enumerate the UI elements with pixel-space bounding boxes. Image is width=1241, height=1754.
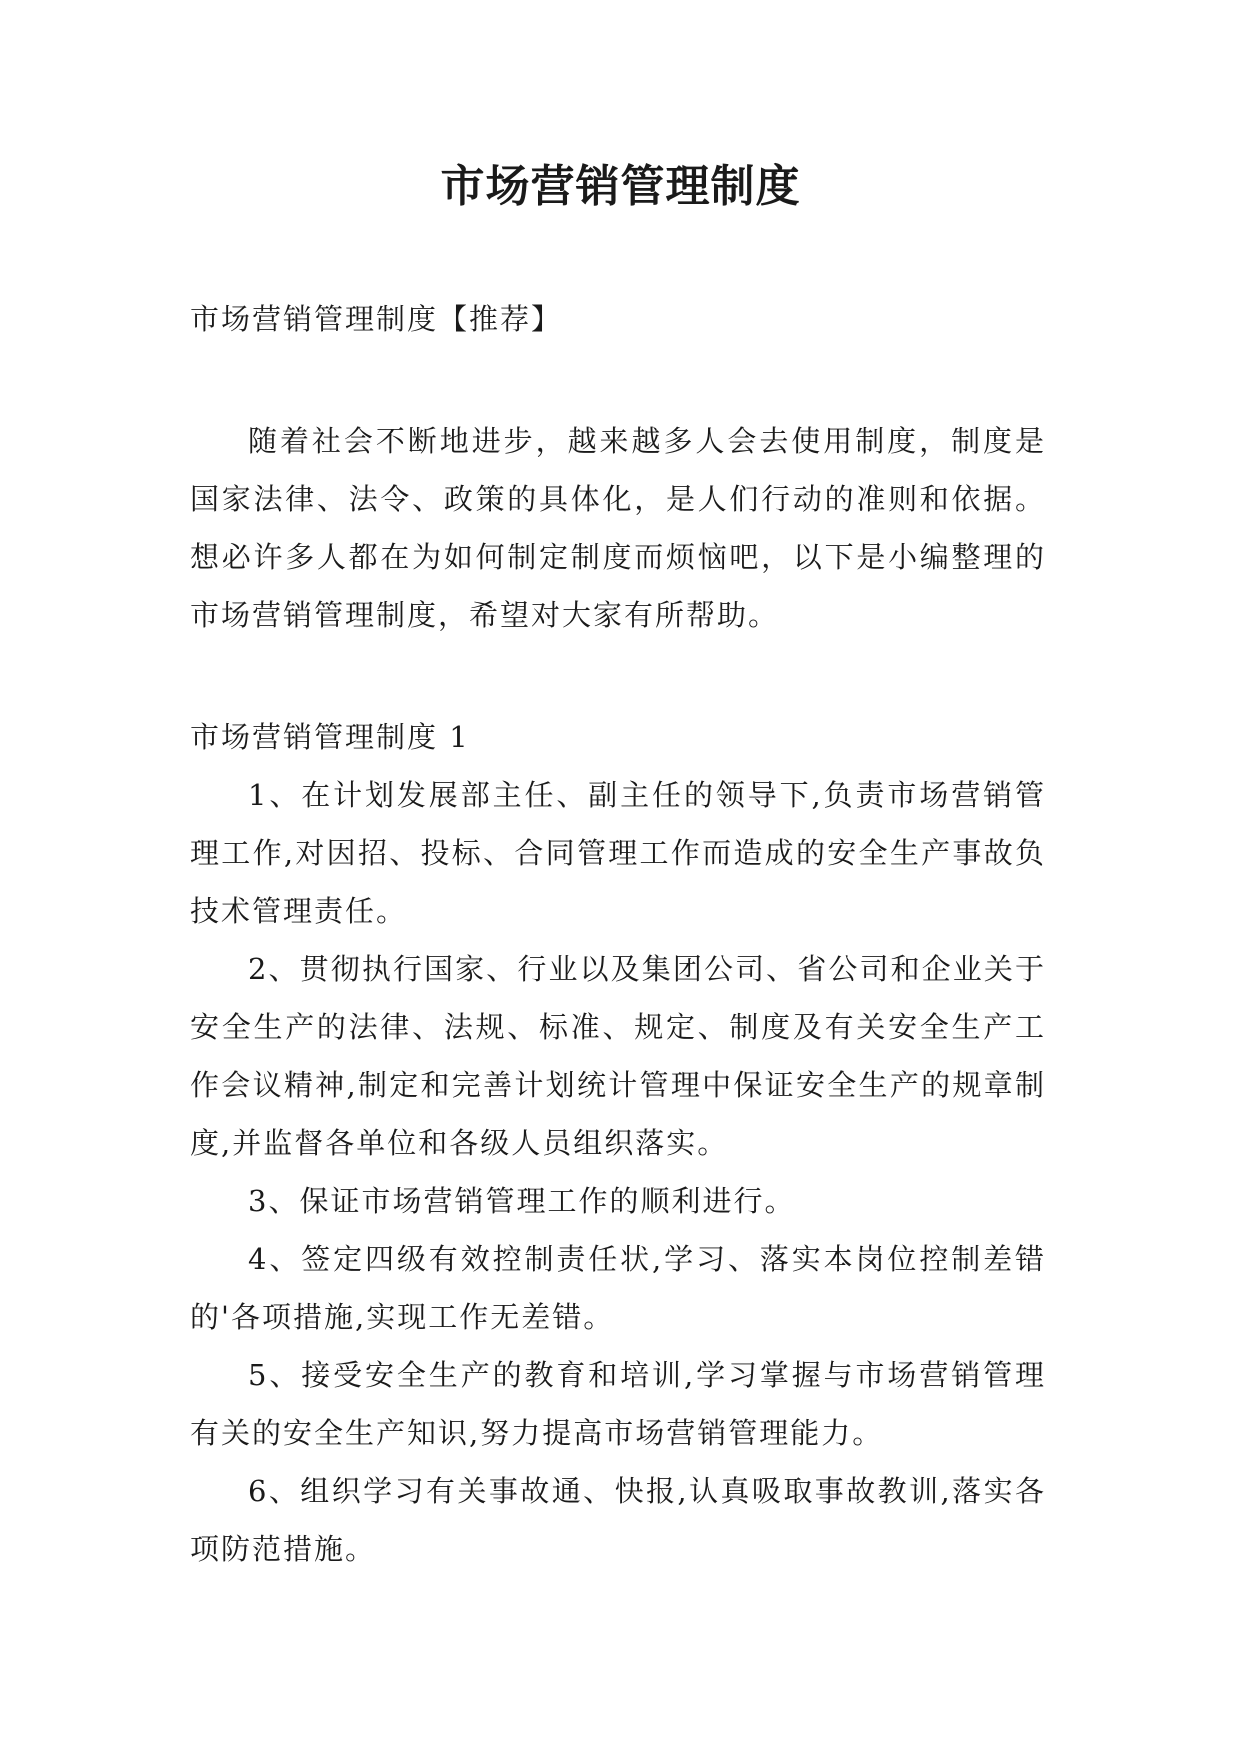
list-item: 4、签定四级有效控制责任状,学习、落实本岗位控制差错的'各项措施,实现工作无差错。 xyxy=(190,1242,1046,1334)
document-title: 市场营销管理制度 xyxy=(440,161,801,212)
list-item: 1、在计划发展部主任、副主任的领导下,负责市场营销管理工作,对因招、投标、合同管理工作而造成的安全生产事故负技术管理责任。 xyxy=(190,778,1046,928)
document-subtitle: 市场营销管理制度【推荐】 xyxy=(190,302,563,336)
document-body xyxy=(190,290,1046,1578)
list-item: 5、接受安全生产的教育和培训,学习掌握与市场营销管理有关的安全生产知识,努力提高市场营销管理能力。 xyxy=(190,1358,1046,1450)
list-item: 2、贯彻执行国家、行业以及集团公司、省公司和企业关于安全生产的法律、法规、标准、规定、制度及有关安全生产工作会议精神,制定和完善计划统计管理中保证安全生产的规章制度,并监督各单位和各级人员组织落实。 xyxy=(190,952,1046,1160)
list-item: 6、组织学习有关事故通、快报,认真吸取事故教训,落实各项防范措施。 xyxy=(190,1474,1046,1566)
section-heading: 市场营销管理制度 1 xyxy=(190,720,470,754)
intro-paragraph: 随着社会不断地进步，越来越多人会去使用制度，制度是国家法律、法令、政策的具体化，是人们行动的准则和依据。想必许多人都在为如何制定制度而烦恼吧，以下是小编整理的市场营销管理制度，希望对大家有所帮助。 xyxy=(190,424,1046,632)
list-item: 3、保证市场营销管理工作的顺利进行。 xyxy=(248,1184,796,1218)
